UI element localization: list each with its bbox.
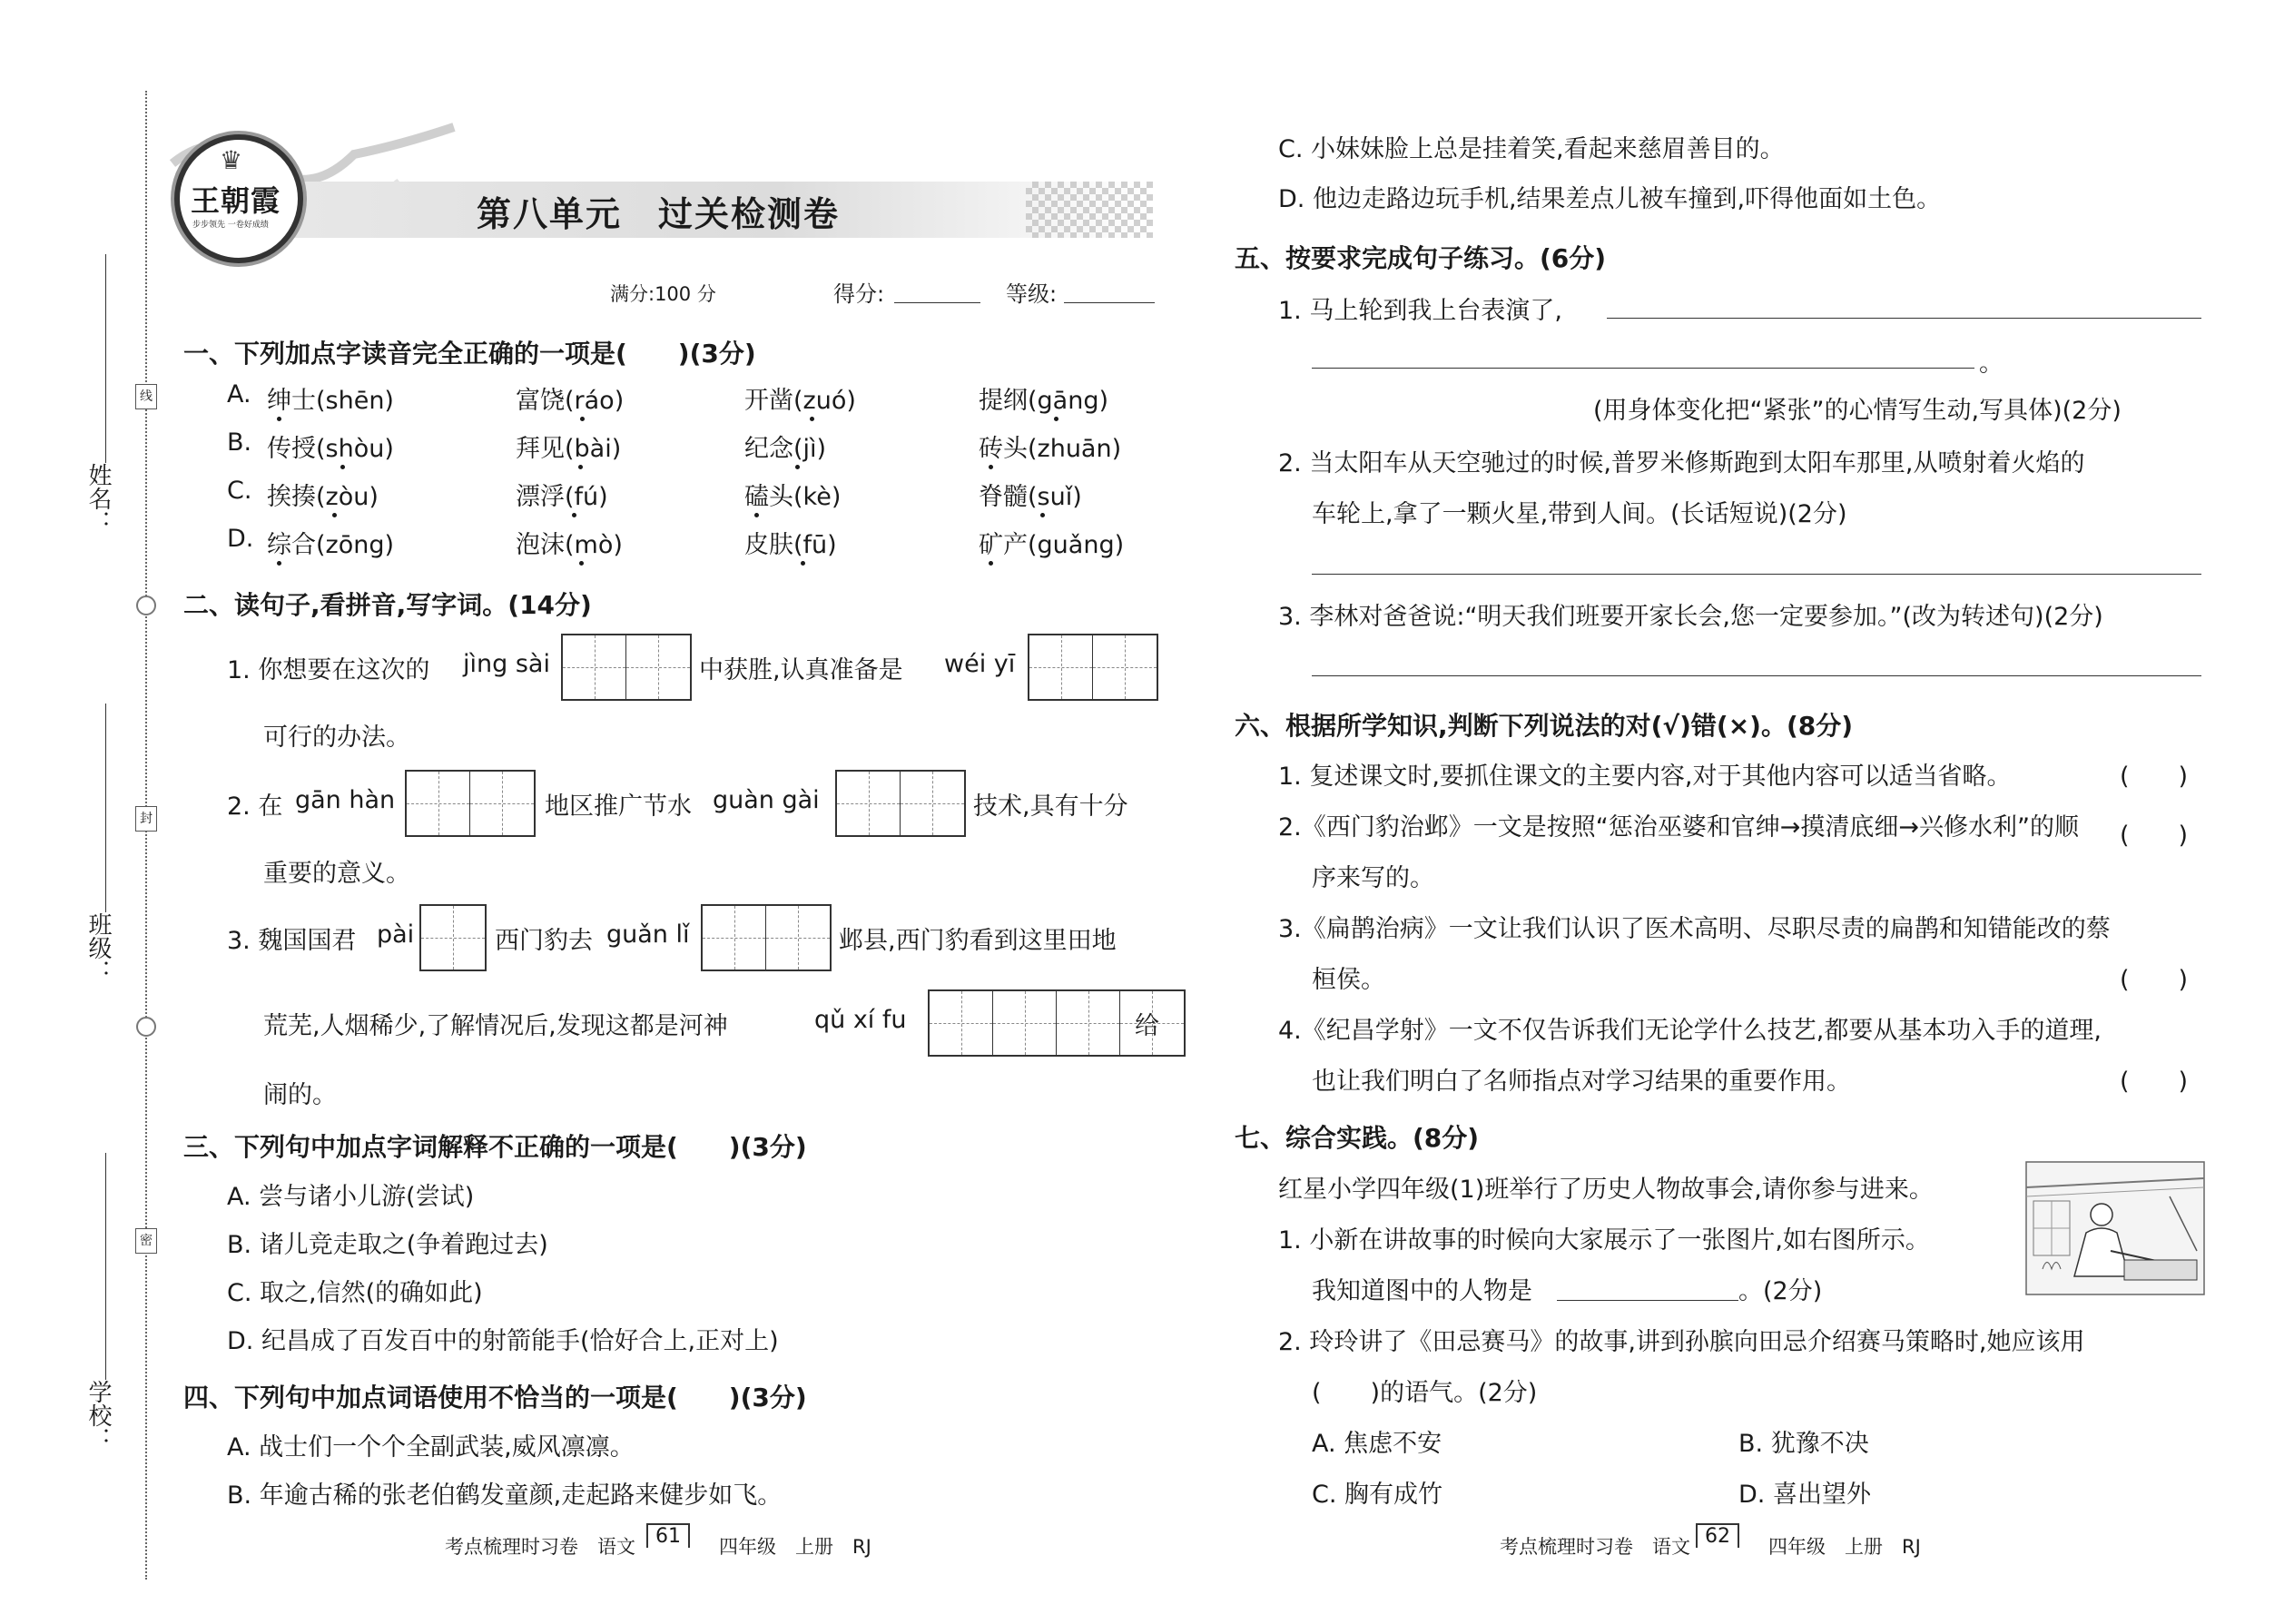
s2-q3-text: 给	[1135, 1012, 1159, 1040]
grade-label: 等级:	[1006, 281, 1058, 307]
s3-option-a: A. 尝与诸小儿游(尝试)	[227, 1183, 475, 1211]
page-number: 62	[1696, 1523, 1739, 1548]
s7-option-b: B. 犹豫不决	[1738, 1430, 1869, 1458]
section-6-title: 六、根据所学知识,判断下列说法的对(√)错(×)。(8分)	[1235, 711, 1854, 741]
s2-q3-text: 邺县,西门豹看到这里田地	[839, 927, 1117, 955]
name-label: 姓名：	[84, 463, 112, 534]
word-item: 砖头(zhuān)	[979, 435, 1122, 463]
word-item: 富饶(ráo)	[516, 387, 625, 415]
score-label: 得分:	[833, 281, 885, 307]
pinyin: pài	[377, 920, 415, 949]
s5-q1: 1. 马上轮到我上台表演了,	[1278, 297, 1562, 325]
seal-line-box: 线	[135, 384, 157, 409]
section-2-title: 二、读句子,看拼音,写字词。(14分)	[183, 590, 592, 620]
section-7-title: 七、综合实践。(8分)	[1235, 1123, 1480, 1153]
s7-q2: ( )的语气。(2分)	[1312, 1379, 1538, 1407]
seal-seal-box: 封	[135, 806, 157, 832]
answer-line[interactable]	[1312, 574, 2201, 575]
section-3-title: 三、下列句中加点字词解释不正确的一项是( )(3分)	[183, 1132, 807, 1162]
section-5-title: 五、按要求完成句子练习。(6分)	[1235, 243, 1607, 273]
s7-q1: 我知道图中的人物是	[1312, 1277, 1532, 1305]
word-item: 磕头(kè)	[744, 483, 842, 511]
word-item: 脊髓(suǐ)	[979, 483, 1082, 511]
writing-grid[interactable]	[835, 770, 966, 837]
word-item: 矿产(guǎng)	[979, 531, 1125, 559]
s4-option-c: C. 小妹妹脸上总是挂着笑,看起来慈眉善目的。	[1278, 135, 1785, 163]
pinyin: gān hàn	[295, 786, 396, 814]
judge-paren[interactable]: ( )	[2120, 763, 2189, 791]
s2-q3-text: 荒芜,人烟稀少,了解情况后,发现这都是河神	[263, 1012, 728, 1040]
answer-line[interactable]	[1312, 368, 1974, 369]
logo-slogan: 步步领先 一卷好成绩	[192, 221, 269, 230]
section-4-title: 四、下列句中加点词语使用不恰当的一项是( )(3分)	[183, 1383, 807, 1412]
judge-paren[interactable]: ( )	[2120, 822, 2189, 850]
s6-q2: 2.《西门豹治邺》一文是按照“惩治巫婆和官绅→摸清底细→兴修水利”的顺	[1278, 813, 2079, 842]
word-item: 漂浮(fú)	[516, 483, 608, 511]
s7-q1: 1. 小新在讲故事的时候向大家展示了一张图片,如右图所示。	[1278, 1226, 1930, 1255]
writing-grid[interactable]	[561, 634, 692, 701]
class-label: 班级：	[84, 912, 112, 983]
class-line	[105, 704, 106, 912]
score-field[interactable]	[894, 302, 980, 303]
page-number: 61	[646, 1523, 690, 1548]
s7-intro: 红星小学四年级(1)班举行了历史人物故事会,请你参与进来。	[1278, 1176, 1934, 1204]
word-item: 开凿(zuó)	[744, 387, 856, 415]
binding-ring	[136, 1017, 156, 1037]
answer-line[interactable]	[1557, 1300, 1738, 1301]
option-label: D.	[227, 525, 254, 553]
s2-q1-text: 中获胜,认真准备是	[699, 656, 903, 684]
s6-q2: 序来写的。	[1312, 864, 1434, 892]
s3-option-d: D. 纪昌成了百发百中的射箭能手(恰好合上,正对上)	[227, 1327, 779, 1355]
writing-grid[interactable]	[405, 770, 536, 837]
option-label: C.	[227, 477, 252, 505]
s6-q3: 桓侯。	[1312, 966, 1385, 994]
s4-option-d: D. 他边走路边玩手机,结果差点儿被车撞到,吓得他面如土色。	[1278, 185, 1942, 213]
s6-q4: 4.《纪昌学射》一文不仅告诉我们无论学什么技艺,都要从基本功入手的道理,	[1278, 1017, 2102, 1045]
s6-q4: 也让我们明白了名师指点对学习结果的重要作用。	[1312, 1068, 1851, 1096]
page-title: 第八单元 过关检测卷	[477, 194, 841, 234]
s2-q1-text: 1. 你想要在这次的	[227, 656, 430, 684]
pinyin: jìng sài	[463, 650, 550, 678]
logo-brand: 王朝霞	[191, 183, 281, 218]
word-item: 传授(shòu)	[267, 435, 394, 463]
word-item: 泡沫(mò)	[516, 531, 623, 559]
s7-q2: 2. 玲玲讲了《田忌赛马》的故事,讲到孙膑向田忌介绍赛马策略时,她应该用	[1278, 1328, 2085, 1356]
writing-grid[interactable]	[701, 904, 832, 971]
school-label: 学校：	[84, 1380, 112, 1451]
pinyin: qǔ xí fu	[814, 1006, 907, 1034]
checker-pattern	[1026, 182, 1153, 238]
s2-q2-text: 重要的意义。	[263, 860, 410, 888]
s7-option-a: A. 焦虑不安	[1312, 1430, 1442, 1458]
writing-grid[interactable]	[419, 904, 487, 971]
word-item: 纪念(jì)	[744, 435, 827, 463]
writing-grid[interactable]	[1028, 634, 1158, 701]
s5-q1-end: 。	[1979, 349, 2004, 378]
s7-option-c: C. 胸有成竹	[1312, 1481, 1443, 1509]
s2-q1-text: 可行的办法。	[263, 723, 410, 752]
s3-option-c: C. 取之,信然(的确如此)	[227, 1279, 483, 1307]
footer-grade: 四年级 上册 RJ	[1768, 1536, 1921, 1558]
s7-q1-end: 。(2分)	[1738, 1277, 1823, 1305]
option-label: A.	[227, 380, 251, 408]
s2-q3-text: 西门豹去	[495, 927, 593, 955]
word-item: 提纲(gāng)	[979, 387, 1109, 415]
s2-q3-text: 3. 魏国国君	[227, 927, 357, 955]
school-line	[105, 1153, 106, 1380]
name-line	[105, 254, 106, 463]
word-item: 绅士(shēn)	[267, 387, 394, 415]
footer-book: 考点梳理时习卷 语文	[445, 1536, 635, 1558]
historical-figure-illustration	[2024, 1160, 2206, 1296]
s5-q2: 车轮上,拿了一颗火星,带到人间。(长话短说)(2分)	[1312, 500, 1847, 528]
s6-q3: 3.《扁鹊治病》一文让我们认识了医术高明、尽职尽责的扁鹊和知错能改的蔡	[1278, 915, 2111, 943]
option-label: B.	[227, 428, 252, 457]
grade-field[interactable]	[1064, 302, 1155, 303]
s2-q3-text: 闹的。	[263, 1081, 337, 1109]
s5-q3: 3. 李林对爸爸说:“明天我们班要开家长会,您一定要参加。”(改为转述句)(2分)	[1278, 603, 2103, 631]
answer-line[interactable]	[1607, 318, 2201, 319]
word-item: 综合(zōng)	[267, 531, 395, 559]
s2-q2-text: 2. 在	[227, 792, 283, 821]
logo-badge	[174, 134, 303, 263]
s5-q1-note: (用身体变化把“紧张”的心情写生动,写具体)(2分)	[1593, 397, 2122, 425]
s4-option-a: A. 战士们一个个全副武装,威风凛凛。	[227, 1433, 635, 1462]
binding-ring	[136, 595, 156, 615]
footer-grade: 四年级 上册 RJ	[719, 1536, 871, 1558]
s3-option-b: B. 诸儿竞走取之(争着跑过去)	[227, 1231, 548, 1259]
judge-paren[interactable]: ( )	[2120, 1068, 2189, 1096]
answer-line[interactable]	[1312, 675, 2201, 676]
word-item: 皮肤(fū)	[744, 531, 837, 559]
judge-paren[interactable]: ( )	[2120, 966, 2189, 994]
s4-option-b: B. 年逾古稀的张老伯鹤发童颜,走起路来健步如飞。	[227, 1481, 783, 1510]
s5-q2: 2. 当太阳车从天空驰过的时候,普罗米修斯跑到太阳车那里,从喷射着火焰的	[1278, 449, 2085, 477]
pinyin: wéi yī	[944, 650, 1016, 678]
s2-q2-text: 地区推广节水	[545, 792, 692, 821]
word-item: 拜见(bài)	[516, 435, 622, 463]
s2-q2-text: 技术,具有十分	[973, 792, 1128, 821]
s7-option-d: D. 喜出望外	[1738, 1481, 1871, 1509]
s6-q1: 1. 复述课文时,要抓住课文的主要内容,对于其他内容可以适当省略。	[1278, 763, 2012, 791]
pinyin: guàn gài	[713, 786, 820, 814]
pinyin: guǎn lǐ	[606, 920, 690, 949]
section-1-title: 一、下列加点字读音完全正确的一项是( )(3分)	[183, 339, 756, 369]
full-score: 满分:100 分	[610, 283, 716, 305]
footer-book: 考点梳理时习卷 语文	[1500, 1536, 1690, 1558]
crown-icon: ♛	[220, 145, 243, 175]
seal-secret-box: 密	[135, 1228, 157, 1254]
word-item: 挨揍(zòu)	[267, 483, 379, 511]
